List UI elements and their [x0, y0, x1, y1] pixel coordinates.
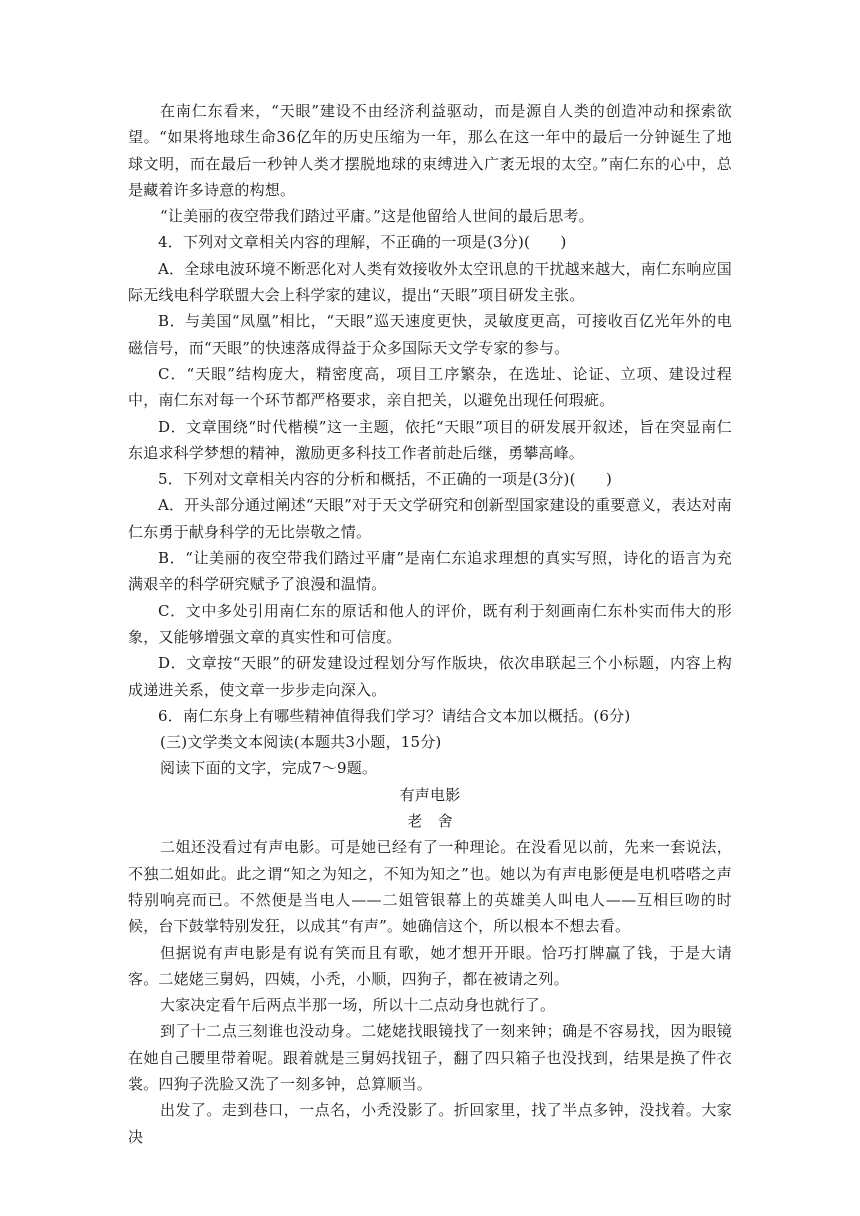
question-5-option-c: C．文中多处引用南仁东的原话和他人的评价，既有利于刻画南仁东朴实而伟大的形象，又能够增强文章的真实性和可信度。: [128, 601, 732, 646]
question-5-stem: 5．下列对文章相关内容的分析和概括，不正确的一项是(3分)( ): [158, 470, 613, 489]
story-paragraph: 大家决定看午后两点半那一场，所以十二点动身也就行了。: [160, 996, 556, 1015]
passage-paragraph: 在南仁东看来，“天眼”建设不由经济利益驱动，而是源自人类的创造冲动和探索欲望。“如果将地球生命36亿年的历史压缩为一年，那么在这一年中的最后一分钟诞生了地球文明，而在最后一秒钟人类才摆脱地球的束缚进入广袤无垠的太空。”南仁东的心中，总是藏着许多诗意的构想。: [128, 102, 732, 199]
question-5-option-d: D．文章按“天眼”的研发建设过程划分写作版块，依次串联起三个小标题，内容上构成递进关系，使文章一步步走向深入。: [128, 654, 732, 699]
question-4-option-d: D．文章围绕“时代楷模”这一主题，依托“天眼”项目的研发展开叙述，旨在突显南仁东追求科学梦想的精神，激励更多科技工作者前赴后继，勇攀高峰。: [128, 417, 732, 462]
story-paragraph: 但据说有声电影是有说有笑而且有歌，她才想开开眼。恰巧打牌赢了钱，于是大请客。二姥姥三舅妈，四姨，小秃，小顺，四狗子，都在被请之列。: [128, 943, 732, 988]
question-4-option-b: B．与美国“凤凰”相比，“天眼”巡天速度更快，灵敏度更高，可接收百亿光年外的电磁信号，而“天眼”的快速落成得益于众多国际天文学专家的参与。: [128, 312, 732, 357]
story-paragraph: 二姐还没看过有声电影。可是她已经有了一种理论。在没看见以前，先来一套说法，不独二姐如此。此之谓“知之为知之，不知为知之”也。她以为有声电影便是电机嗒嗒之声特别响亮而已。不然便是当电人——二姐管银幕上的英雄美人叫电人——互相巨吻的时候，台下鼓掌特别发狂，以成其“有声”。她确信这个，所以根本不想去看。: [128, 838, 732, 936]
page-content: [128, 98, 732, 1150]
question-6-stem: 6．南仁东身上有哪些精神值得我们学习？请结合文本加以概括。(6分): [158, 706, 631, 725]
question-4-option-c: C．“天眼”结构庞大，精密度高，项目工序繁杂，在选址、论证、立项、建设过程中，南仁东对每一个环节都严格要求，亲自把关，以避免出现任何瑕疵。: [128, 364, 732, 410]
question-5-option-b: B．“让美丽的夜空带我们踏过平庸”是南仁东追求理想的真实写照，诗化的语言为充满艰辛的科学研究赋予了浪漫和温情。: [128, 549, 732, 594]
section-instruction: 阅读下面的文字，完成7～9题。: [160, 759, 378, 778]
section-heading: (三)文学类文本阅读(本题共3小题，15分): [160, 733, 442, 752]
passage-paragraph: “让美丽的夜空带我们踏过平庸。”这是他留给人世间的最后思考。: [160, 207, 594, 226]
story-author: 老 舍: [407, 812, 453, 831]
story-paragraph: 到了十二点三刻谁也没动身。二姥姥找眼镜找了一刻来钟；确是不容易找，因为眼镜在她自己腰里带着呢。跟着就是三舅妈找钮子，翻了四只箱子也没找到，结果是换了件衣裳。四狗子洗脸又洗了一刻多钟，总算顺当。: [128, 1022, 732, 1093]
story-title: 有声电影: [399, 785, 461, 804]
question-5-option-a: A．开头部分通过阐述“天眼”对于天文学研究和创新型国家建设的重要意义，表达对南仁东勇于献身科学的无比崇敬之情。: [128, 496, 732, 541]
story-paragraph: 出发了。走到巷口，一点名，小秃没影了。折回家里，找了半点多钟，没找着。大家决: [128, 1101, 732, 1146]
question-4-stem: 4．下列对文章相关内容的理解，不正确的一项是(3分)( ): [158, 233, 567, 252]
question-4-option-a: A．全球电波环境不断恶化对人类有效接收外太空讯息的干扰越来越大，南仁东响应国际无线电科学联盟大会上科学家的建议，提出“天眼”项目研发主张。: [128, 259, 732, 305]
